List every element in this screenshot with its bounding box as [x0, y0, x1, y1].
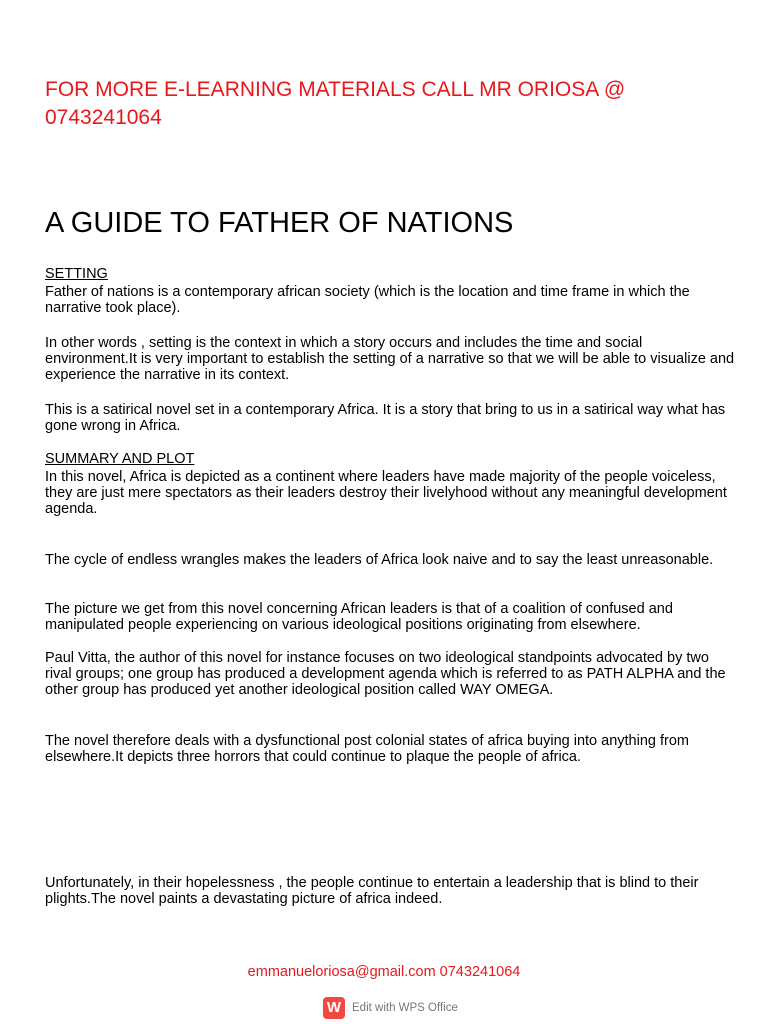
setting-paragraph-3: This is a satirical novel set in a contemporary Africa. It is a story that bring to us in a satirical way what has gone wrong in Africa.: [45, 402, 726, 434]
footer-contact: emmanueloriosa@gmail.com 0743241064: [247, 964, 521, 980]
summary-paragraph-4: Paul Vitta, the author of this novel for instance focuses on two ideological standpoints advocated by two rival groups; one group has produced a development agenda which is referred to as PATH ALPHA and the other group has produced yet another ideological position called WAY OMEGA.: [45, 650, 726, 698]
setting-paragraph-2: In other words , setting is the context in which a story occurs and includes the time and social environment.It is very important to establish the setting of a narrative so that we will be able to visualize and experience the narrative in its context.: [45, 335, 735, 383]
summary-paragraph-2: The cycle of endless wrangles makes the leaders of Africa look naive and to say the least unreasonable.: [45, 552, 714, 568]
summary-paragraph-6: Unfortunately, in their hopelessness , the people continue to entertain a leadership that is blind to their plights.The novel paints a devastating picture of africa indeed.: [45, 875, 699, 907]
contact-banner: FOR MORE E-LEARNING MATERIALS CALL MR ORIOSA @ 0743241064: [45, 78, 626, 129]
summary-paragraph-3: The picture we get from this novel concerning African leaders is that of a coalition of confused and manipulated people experiencing on various ideological positions originating from elsewhere.: [45, 601, 673, 633]
page-title: A GUIDE TO FATHER OF NATIONS: [45, 207, 514, 239]
summary-paragraph-1: In this novel, Africa is depicted as a continent where leaders have made majority of the people voiceless, they are just mere spectators as their leaders destroy their livelyhood without any meaningful development agenda.: [45, 469, 727, 517]
setting-paragraph-1: Father of nations is a contemporary african society (which is the location and time frame in which the narrative took place).: [45, 284, 690, 316]
summary-paragraph-5: The novel therefore deals with a dysfunctional post colonial states of africa buying into anything from elsewhere.It depicts three horrors that could continue to plaque the people of africa.: [45, 733, 690, 765]
summary-heading: SUMMARY AND PLOT: [45, 451, 195, 467]
wps-edit-badge[interactable]: [323, 995, 458, 1021]
wps-edit-label: Edit with WPS Office: [352, 1002, 458, 1014]
wps-logo-icon: W: [323, 997, 345, 1019]
setting-heading: SETTING: [45, 266, 108, 282]
